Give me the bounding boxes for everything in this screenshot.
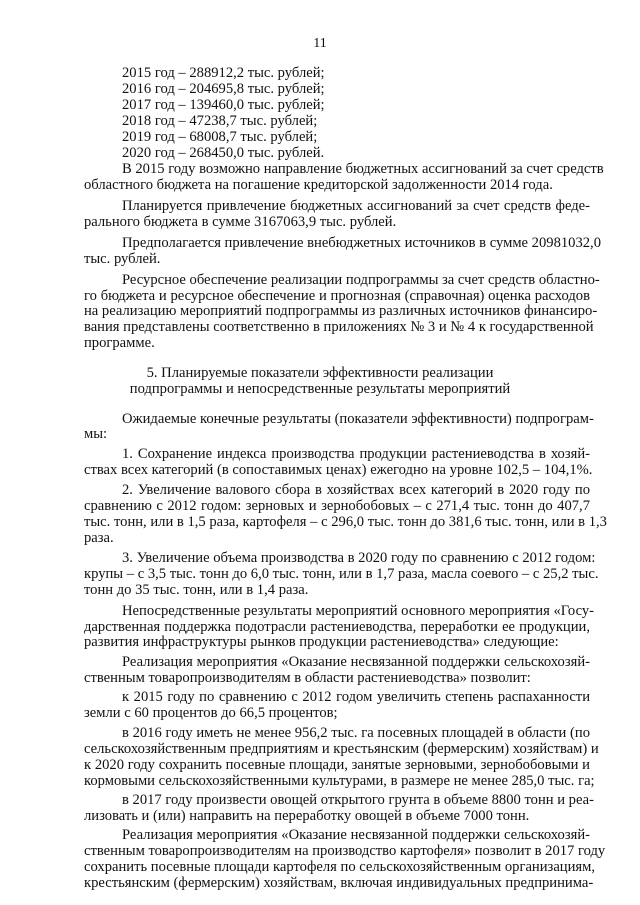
paragraph-line: ственным товаропроизводителям в области растениеводства» позволит: (84, 670, 531, 686)
paragraph-line: го бюджета и ресурсное обеспечение и прогнозная (справочная) оценка расходов (84, 288, 590, 304)
section-heading: 5. Планируемые показатели эффективности реализации (146, 365, 494, 381)
paragraph-line: в 2016 году иметь не менее 956,2 тыс. га посевных площадей в области (по (122, 725, 590, 741)
budget-year-line: 2017 год – 139460,0 тыс. рублей; (122, 97, 325, 113)
paragraph-line: лизовать и (или) направить на переработку овощей в объеме 7000 тонн. (84, 808, 530, 824)
paragraph-line: земли с 60 процентов до 66,5 процентов; (84, 705, 338, 721)
paragraph-line: крестьянским (фермерским) хозяйствам, включая индивидуальных предпринима- (84, 875, 594, 891)
paragraph-line: областного бюджета на погашение кредиторской задолженности 2014 года. (84, 177, 553, 193)
paragraph-line: кормовыми сельскохозяйственными культурами, в размере не менее 285,0 тыс. га; (84, 773, 595, 789)
paragraph-line: развития инфраструктуры рынков продукции растениеводства» следующие: (84, 634, 559, 650)
paragraph-line: 3. Увеличение объема производства в 2020 году по сравнению с 2012 годом: (122, 550, 596, 566)
paragraph-line: 2. Увеличение валового сбора в хозяйствах всех категорий в 2020 году по (122, 482, 590, 498)
page-number: 11 (313, 36, 327, 51)
budget-year-line: 2016 год – 204695,8 тыс. рублей; (122, 81, 325, 97)
paragraph-line: тонн до 35 тыс. тонн, или в 1,4 раза. (84, 582, 309, 598)
paragraph-line: Ожидаемые конечные результаты (показатели эффективности) подпрограм- (122, 411, 594, 427)
paragraph-line: к 2020 году сохранить посевные площади, занятые зерновыми, зернобобовыми и (84, 757, 590, 773)
paragraph-line: Ресурсное обеспечение реализации подпрограммы за счет средств областно- (122, 272, 600, 288)
paragraph-line: вания представлены соответственно в приложениях № 3 и № 4 к государственной (84, 319, 594, 335)
paragraph-line: в 2017 году произвести овощей открытого грунта в объеме 8800 тонн и реа- (122, 792, 594, 808)
paragraph-line: программе. (84, 335, 155, 351)
paragraph-line: В 2015 году возможно направление бюджетных ассигнований за счет средств (122, 161, 604, 177)
paragraph-line: раза. (84, 530, 114, 546)
paragraph-line: сельскохозяйственным предприятиям и крестьянским (фермерским) хозяйствам) и (84, 741, 599, 757)
paragraph-line: сравнению с 2012 годом: зерновых и зернобобовых – с 271,4 тыс. тонн до 407,7 (84, 498, 590, 514)
paragraph-line: мы: (84, 426, 108, 442)
budget-year-line: 2019 год – 68008,7 тыс. рублей; (122, 129, 318, 145)
paragraph-line: тыс. рублей. (84, 251, 161, 267)
paragraph-line: ственным товаропроизводителям на производство картофеля» позволит в 2017 году (84, 843, 606, 859)
paragraph-line: на реализацию мероприятий подпрограммы из различных источников финансиро- (84, 303, 598, 319)
paragraph-line: Предполагается привлечение внебюджетных источников в сумме 20981032,0 (122, 235, 602, 251)
budget-year-line: 2015 год – 288912,2 тыс. рублей; (122, 65, 325, 81)
paragraph-line: к 2015 году по сравнению с 2012 годом увеличить степень распаханности (122, 689, 590, 705)
paragraph-line: Непосредственные результаты мероприятий основного мероприятия «Госу- (122, 603, 595, 619)
paragraph-line: тыс. тонн, или в 1,5 раза, картофеля – с 296,0 тыс. тонн до 381,6 тыс. тонн, или в 1,3 (84, 514, 607, 530)
paragraph-line: 1. Сохранение индекса производства продукции растениеводства в хозяй- (122, 446, 590, 462)
paragraph-line: Реализация мероприятия «Оказание несвязанной поддержки сельскохозяй- (122, 827, 590, 843)
paragraph-line: Планируется привлечение бюджетных ассигнований за счет средств феде- (122, 198, 590, 214)
paragraph-line: ствах всех категорий (в сопоставимых ценах) ежегодно на уровне 102,5 – 104,1%. (84, 462, 593, 478)
paragraph-line: рального бюджета в сумме 3167063,9 тыс. рублей. (84, 214, 397, 230)
paragraph-line: сохранить посевные площади картофеля по сельскохозяйственным организациям, (84, 859, 596, 875)
budget-year-line: 2018 год – 47238,7 тыс. рублей; (122, 113, 318, 129)
budget-year-line: 2020 год – 268450,0 тыс. рублей. (122, 145, 325, 161)
paragraph-line: дарственная поддержка подотрасли растениеводства, переработки ее продукции, (84, 619, 590, 635)
section-heading: подпрограммы и непосредственные результаты мероприятий (129, 381, 511, 397)
paragraph-line: крупы – с 3,5 тыс. тонн до 6,0 тыс. тонн, или в 1,7 раза, масла соевого – с 25,2 тыс. (84, 566, 599, 582)
paragraph-line: Реализация мероприятия «Оказание несвязанной поддержки сельскохозяй- (122, 654, 590, 670)
